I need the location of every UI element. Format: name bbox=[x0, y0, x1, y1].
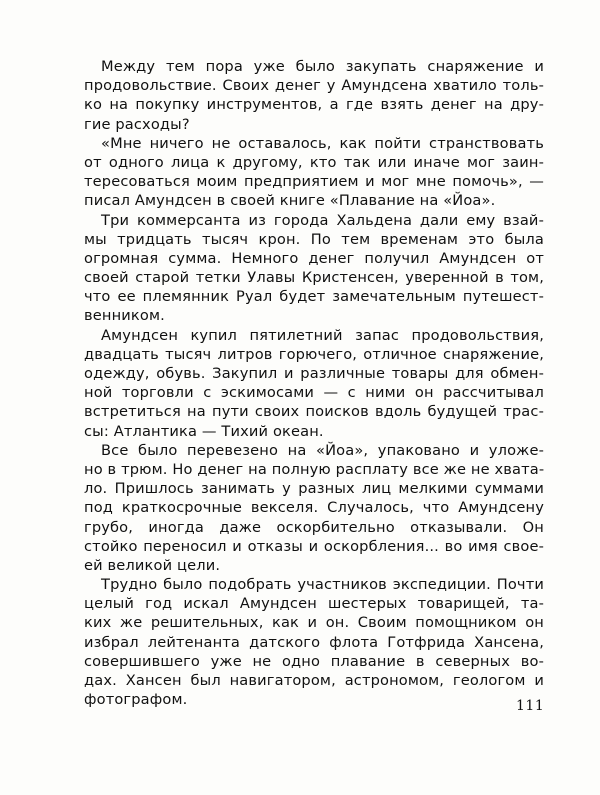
text-line: писал Амундсен в своей книге «Плавание на «Йоа». bbox=[84, 192, 496, 210]
paragraph-1 bbox=[84, 57, 544, 134]
text-line: своей старой тетки Улавы Кристенсен, уверенной в том, bbox=[84, 269, 544, 287]
text-line: двадцать тысяч литров горючего, отличное снаряжение, bbox=[84, 345, 544, 363]
text-line: ко на покупку инструментов, а где взять денег на дру- bbox=[84, 96, 544, 114]
paragraph-5 bbox=[84, 441, 544, 575]
text-line: гие расходы? bbox=[84, 115, 190, 133]
text-line: венником. bbox=[84, 307, 165, 325]
text-line: мы тридцать тысяч крон. По тем временам это была bbox=[84, 230, 544, 248]
paragraph-4 bbox=[84, 326, 544, 441]
text-line: ной торговли с эскимосами — с ними он рассчитывал bbox=[84, 384, 544, 402]
text-line: Трудно было подобрать участников экспедиции. Почти bbox=[101, 576, 544, 594]
text-line: «Мне ничего не оставалось, как пойти странствовать bbox=[101, 134, 544, 152]
text-line: огромная сумма. Немного денег получил Амундсен от bbox=[84, 249, 544, 267]
text-line: что ее племянник Руал будет замечательным путешест- bbox=[84, 288, 544, 306]
text-line: дах. Хансен был навигатором, астрономом, геологом и bbox=[84, 672, 544, 689]
text-line: стойко переносил и отказы и оскорбления... во имя свое- bbox=[84, 537, 544, 555]
paragraph-6 bbox=[84, 575, 544, 709]
text-line: грубо, иногда даже оскорбительно отказывали. Он bbox=[84, 518, 544, 536]
paragraph-3 bbox=[84, 211, 544, 326]
text-line: продовольствие. Своих денег у Амундсена хватило толь- bbox=[84, 77, 544, 95]
text-line: совершившего уже не одно плавание в северных во- bbox=[84, 652, 544, 670]
text-line: но в трюм. Но денег на полную расплату все же не хвата- bbox=[84, 460, 545, 478]
text-line: тересоваться моим предприятием и мог мне помочь», — bbox=[84, 173, 544, 191]
text-line: целый год искал Амундсен шестерых товарищей, та- bbox=[84, 595, 544, 613]
text-line: от одного лица к другому, кто так или иначе мог заин- bbox=[84, 153, 544, 171]
text-line: Между тем пора уже было закупать снаряжение и bbox=[101, 58, 544, 75]
text-line: Три коммерсанта из города Хальдена дали ему взай- bbox=[101, 211, 544, 229]
text-line: избрал лейтенанта датского флота Готфрида Хансена, bbox=[84, 633, 544, 651]
body-text bbox=[84, 57, 544, 709]
text-line: ло. Пришлось занимать у разных лиц мелкими суммами bbox=[84, 480, 544, 498]
text-line: встретиться на пути своих поисков вдоль будущей трас- bbox=[84, 403, 544, 421]
paragraph-2 bbox=[84, 134, 544, 211]
text-line: ких же решительных, как и он. Своим помощником он bbox=[84, 614, 544, 632]
text-line: под краткосрочные векселя. Случалось, что Амундсену bbox=[84, 499, 544, 517]
page-number: 111 bbox=[516, 698, 545, 714]
text-line: Все было перевезено на «Йоа», упаковано и уложе- bbox=[101, 441, 544, 459]
text-line: сы: Атлантика — Тихий океан. bbox=[84, 422, 324, 440]
text-line: ей великой цели. bbox=[84, 556, 221, 574]
text-line: Амундсен купил пятилетний запас продовольствия, bbox=[101, 326, 544, 344]
text-line: фотографом. bbox=[84, 691, 188, 709]
text-line: одежду, обувь. Закупил и различные товары для обмен- bbox=[84, 365, 544, 382]
